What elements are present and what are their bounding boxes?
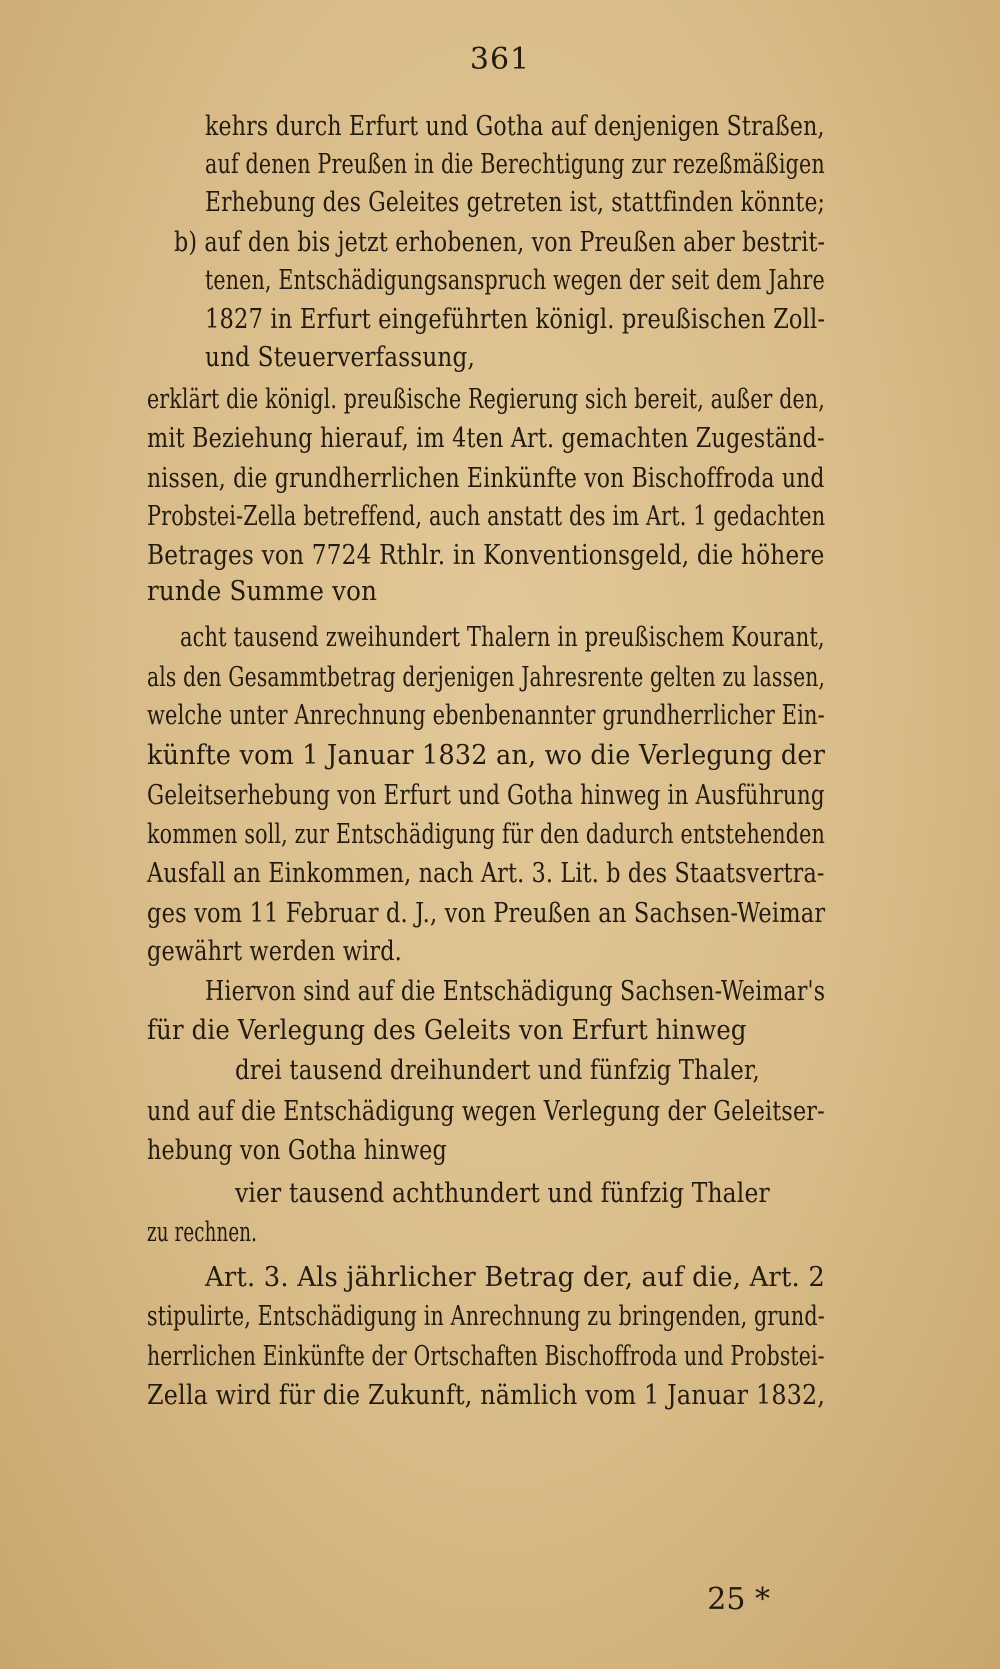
page-number: 361	[469, 42, 531, 77]
text-line: kehrs durch Erfurt und Gotha auf denjenigen Straßen,	[205, 111, 825, 142]
text-line: Betrages von 7724 Rthlr. in Konventionsgeld, die höhere	[147, 540, 825, 571]
text-line: auf denen Preußen in die Berechtigung zur rezeßmäßigen	[205, 149, 825, 180]
text-line: Probstei-Zella betreffend, auch anstatt des im Art. 1 gedachten	[147, 501, 826, 532]
text-line: runde Summe von	[147, 576, 378, 607]
text-line: Ausfall an Einkommen, nach Art. 3. Lit. b des Staatsvertra-	[147, 858, 825, 889]
text-line: erklärt die königl. preußische Regierung sich bereit, außer den,	[147, 384, 825, 415]
text-line: für die Verlegung des Geleits von Erfurt hinweg	[147, 1015, 747, 1046]
text-line: nissen, die grundherrlichen Einkünfte von Bischoffroda und	[147, 463, 825, 494]
text-line: kommen soll, zur Entschädigung für den dadurch entstehenden	[147, 819, 825, 850]
text-line: Hiervon sind auf die Entschädigung Sachsen-Weimar's	[205, 976, 826, 1007]
text-line: Art. 3. Als jährlicher Betrag der, auf die, Art. 2	[205, 1262, 825, 1293]
text-line: Erhebung des Geleites getreten ist, stattfinden könnte;	[205, 187, 826, 218]
text-line: Geleitserhebung von Erfurt und Gotha hinweg in Ausführung	[147, 780, 825, 811]
text-line: b) auf den bis jetzt erhobenen, von Preußen aber bestrit-	[174, 227, 826, 258]
text-line: als den Gesammtbetrag derjenigen Jahresrente gelten zu lassen,	[147, 662, 826, 693]
text-line: und auf die Entschädigung wegen Verlegung der Geleitser-	[147, 1096, 825, 1127]
text-line: welche unter Anrechnung ebenbenannter grundherrlicher Ein-	[147, 700, 825, 731]
text-line: mit Beziehung hierauf, im 4ten Art. gemachten Zugeständ-	[147, 423, 825, 454]
text-line: und Steuerverfassung,	[205, 342, 476, 373]
text-line: ges vom 11 Februar d. J., von Preußen an Sachsen-Weimar	[147, 898, 826, 929]
text-line: acht tausend zweihundert Thalern in preußischem Kourant,	[180, 622, 825, 653]
text-line: zu rechnen.	[147, 1217, 258, 1248]
text-line: gewährt werden wird.	[147, 936, 402, 967]
text-line: herrlichen Einkünfte der Ortschaften Bischoffroda und Probstei-	[147, 1341, 825, 1372]
text-line: drei tausend dreihundert und fünfzig Thaler,	[235, 1055, 760, 1086]
text-line: vier tausend achthundert und fünfzig Thaler	[235, 1178, 770, 1209]
signature-mark: 25 *	[707, 1582, 770, 1617]
text-line: künfte vom 1 Januar 1832 an, wo die Verlegung der	[147, 740, 826, 771]
text-line: stipulirte, Entschädigung in Anrechnung zu bringenden, grund-	[147, 1301, 825, 1332]
text-line: 1827 in Erfurt eingeführten königl. preußischen Zoll-	[205, 304, 826, 335]
text-line: tenen, Entschädigungsanspruch wegen der seit dem Jahre	[205, 265, 825, 296]
text-line: Zella wird für die Zukunft, nämlich vom 1 Januar 1832,	[147, 1380, 826, 1411]
text-line: hebung von Gotha hinweg	[147, 1135, 447, 1166]
